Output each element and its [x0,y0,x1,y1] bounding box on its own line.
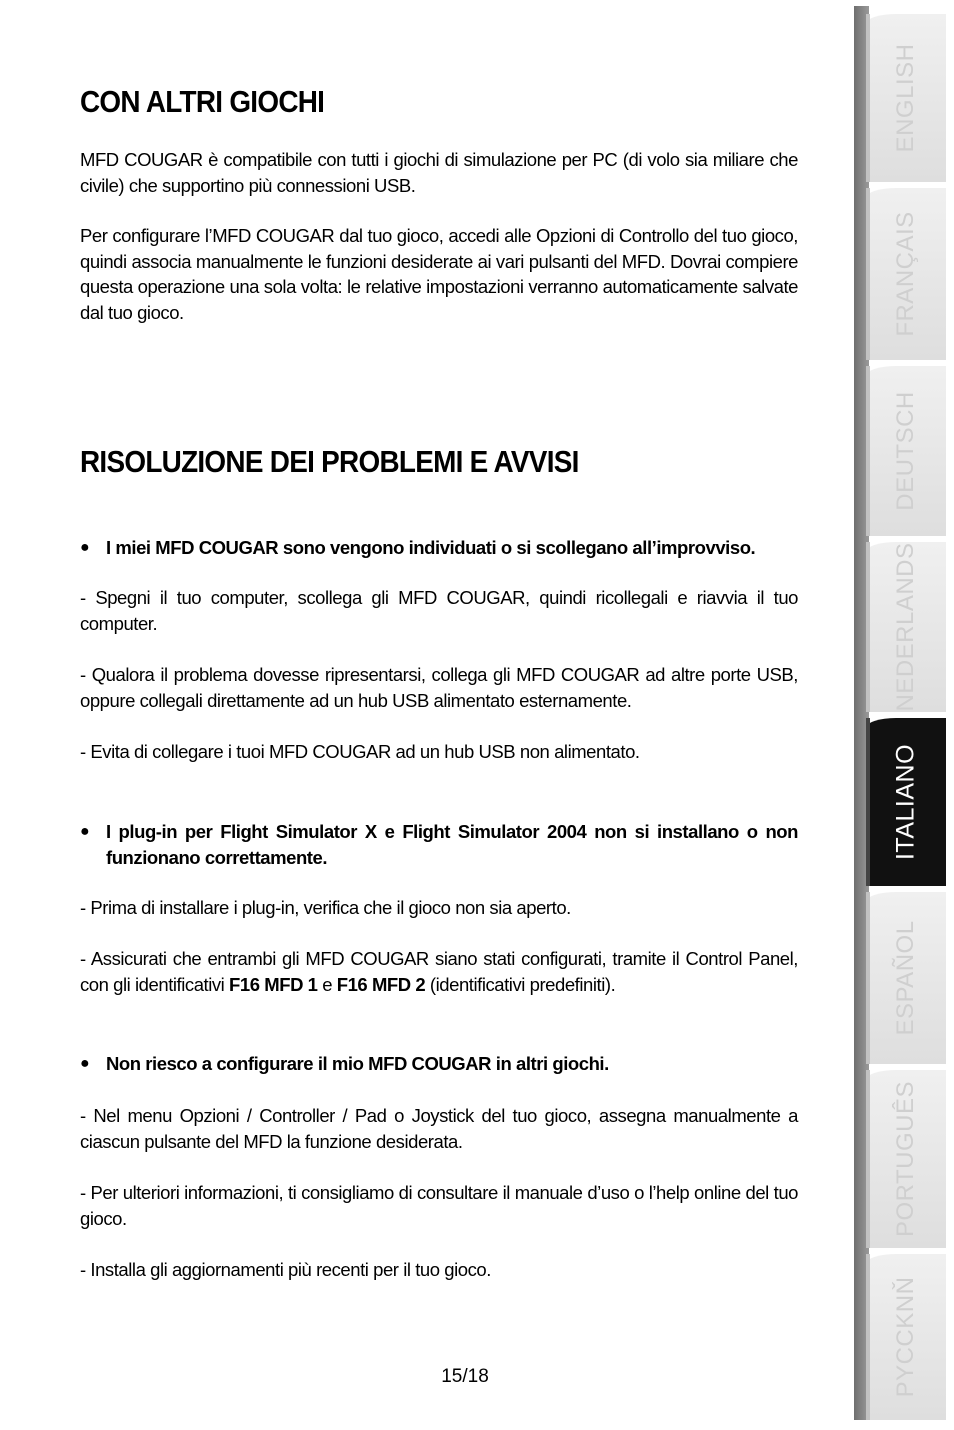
tab-portugues[interactable] [866,1070,946,1248]
solution-identifiers: - Assicurati che entrambi gli MFD COUGAR siano stati configurati, tramite il Control Panel, con gli identificativi F16 MFD 1 e F16 MFD 2 (identificativi predefiniti). [80,948,798,995]
tab-deutsch-label: DEUTSCH [892,391,919,511]
solution-other-ports: - Qualora il problema dovesse ripresentarsi, collega gli MFD COUGAR ad altre porte USB, oppure collegali direttamente ad un hub USB alimentato esternamente. [80,664,798,711]
tab-russian[interactable] [866,1254,946,1420]
issue-title-other-games: ● Non riesco a configurare il mio MFD COUGAR in altri giochi. [80,1051,798,1077]
solution-updates: - Installa gli aggiornamenti più recenti per il tuo gioco. [80,1259,491,1280]
solution-manual: - Per ulteriori informazioni, ti consigliamo di consultare il manuale d’uso o l’help online del tuo gioco. [80,1182,798,1229]
solution-game-closed: - Prima di installare i plug-in, verifica che il gioco non sia aperto. [80,897,571,918]
tab-nederlands[interactable] [866,542,946,712]
issue-title-detection: ● I miei MFD COUGAR sono vengono individuati o si scollegano all’improvviso. [80,535,798,561]
identifier-mfd-1: F16 MFD 1 [229,973,318,995]
tab-francais[interactable] [866,188,946,360]
tab-nederlands-label: NEDERLANDS [892,542,919,712]
tab-portugues-label: PORTUGUÊS [892,1080,919,1238]
section-heading-troubleshooting: RISOLUZIONE DEI PROBLEMI E AVVISI [80,444,579,479]
tab-italiano-label: ITALIANO [891,743,920,861]
tab-russian-label: PYCCKNŇ [892,1276,919,1398]
tab-english-label: ENGLISH [892,43,919,153]
bullet-icon: ● [80,823,90,840]
tab-italiano[interactable] [866,718,946,886]
solution-assign-buttons: - Nel menu Opzioni / Controller / Pad o Joystick del tuo gioco, assegna manualmente a ciascun pulsante del MFD la funzione desiderata. [80,1105,798,1152]
tab-espanol[interactable] [866,892,946,1064]
language-tabs [854,0,954,1430]
solution-restart: - Spegni il tuo computer, scollega gli MFD COUGAR, quindi ricollegali e riavvia il tuo computer. [80,587,798,634]
tab-espanol-label: ESPAÑOL [892,920,919,1036]
bullet-icon: ● [80,539,90,556]
compatibility-paragraph: MFD COUGAR è compatibile con tutti i giochi di simulazione per PC (di volo sia miliare che civile) che supportino più connessioni USB. [80,149,798,196]
issue-title-plugins: ● I plug-in per Flight Simulator X e Flight Simulator 2004 non si installano o non funzionano correttamente. [80,821,798,868]
tab-francais-label: FRANÇAIS [892,211,919,337]
section-heading-other-games: CON ALTRI GIOCHI [80,84,325,119]
solution-unpowered-hub: - Evita di collegare i tuoi MFD COUGAR ad un hub USB non alimentato. [80,741,640,762]
page-number: 15/18 [441,1366,489,1387]
tab-deutsch[interactable] [866,366,946,536]
tab-english[interactable] [866,14,946,182]
bullet-icon: ● [80,1055,90,1072]
configuration-paragraph: Per configurare l’MFD COUGAR dal tuo gioco, accedi alle Opzioni di Controllo del tuo gioco, quindi associa manualmente le funzioni desiderate ai vari pulsanti del MFD. Dovrai compiere questa operazione una sola volta: le relative impostazioni verranno automaticamente salvate dal tuo gioco. [80,225,798,323]
identifier-mfd-2: F16 MFD 2 [336,973,426,995]
